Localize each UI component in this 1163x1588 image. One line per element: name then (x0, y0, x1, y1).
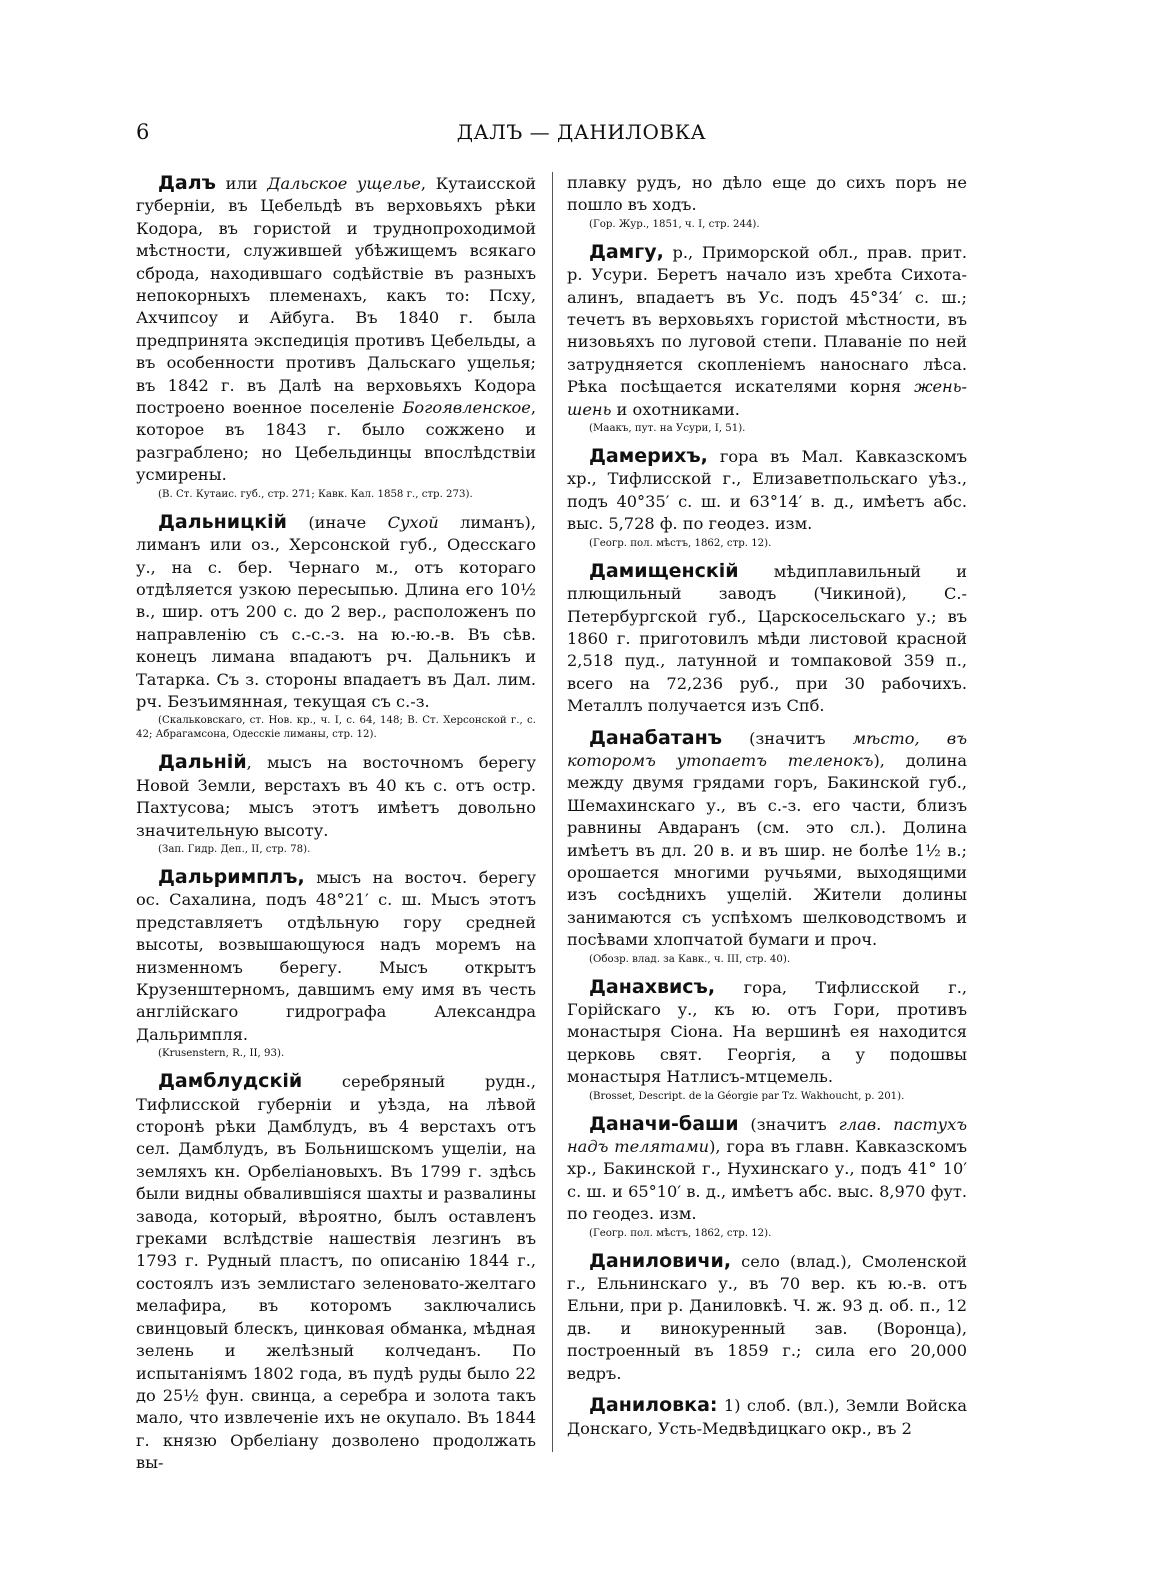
entry-body-text: мѣдиплавильный и плющильный заводъ (Чикиной), С.-Петербургской губ., Царскосельскаго у.; въ 1860 г. приготовилъ мѣди листовой красной 2,518 пуд., латунной и томпаковой 359 п., всего на 72,236 руб., при 30 рабочихъ. Металлъ получается изъ Спб. (567, 561, 967, 716)
entry-headword: Даниловичи, (589, 1249, 732, 1272)
entry-body-text: (иначе (286, 512, 388, 532)
entry-text (567, 241, 967, 421)
entry-body-text: серебряный рудн., Тифлисской губерніи и уѣзда, на лѣвой сторонѣ рѣки Дамблудъ, въ 4 верстахъ отъ сел. Дамблудъ, въ Больнишскомъ ущеліи, на земляхъ кн. Орбеліановыхъ. Въ 1799 г. здѣсь были видны обвалившіяся шахты и развалины завода, который, вѣроятно, былъ оставленъ греками вслѣдствіе нашествія лезгинъ въ 1793 г. Рудный пластъ, по описанію 1844 г., состоялъ изъ землистаго зеленовато-желтаго мелафира, въ которомъ заключались свинцовый блескъ, цинковая обманка, мѣдная зелень и желѣзный колчеданъ. По испытаніямъ 1802 года, въ пудѣ руды было 22 до 25½ фун. свинца, а серебра и золота такъ мало, что извлеченіе ихъ не окупало. Въ 1844 г. князю Орбеліану дозволено продолжать вы- (136, 1072, 536, 1473)
entry-body-text: гора въ Мал. Кавказскомъ хр., Тифлисской г., Елизаветпольскаго уѣз., подъ 40°35′ с. ш. и 63°14′ в. д., имѣетъ абс. выс. 5,728 ф. по геодез. изм. (567, 447, 967, 534)
entry-body-text: , мысъ на восточномъ берегу Новой Земли, верстахъ въ 40 къ с. отъ остр. Пахтусова; мысъ этотъ имѣетъ довольно значительную высоту. (136, 753, 536, 840)
column-divider (552, 172, 553, 1452)
dictionary-entry (567, 445, 967, 551)
left-column (136, 172, 536, 1484)
entry-italic-text: глав. пастухъ надъ телятами (567, 1114, 967, 1157)
entry-headword: Даниловка: (589, 1394, 718, 1417)
dictionary-entry (567, 727, 967, 967)
dictionary-entry (136, 172, 536, 502)
entry-body-text: ), гора въ главн. Кавказскомъ хр., Бакинской г., Нухинскаго у., подъ 41° 10′ с. ш. и 65°10′ в. д., имѣетъ абс. выс. 8,970 фут. по геодез. изм. (567, 1137, 967, 1224)
entry-headword: Дамгу, (589, 240, 664, 263)
entry-text (567, 445, 967, 536)
entry-body-text: село (влад.), Смоленской г., Ельнинскаго у., въ 70 вер. къ ю.-в. отъ Ельни, при р. Даниловкѣ. Ч. ж. 93 д. об. п., 12 дв. и винокуренный зав. (Воронца), построенный въ 1859 г.; сила его 20,000 ведръ. (567, 1251, 967, 1383)
entry-headword: Дамблудскій (158, 1070, 303, 1093)
entry-text (136, 172, 536, 487)
dictionary-entry (567, 241, 967, 436)
entry-body-text: 1) слоб. (вл.), Земли Войска Донскаго, Усть-Медвѣдицкаго окр., въ 2 (567, 1396, 967, 1438)
entry-source: (Krusenstern, R., II, 93). (158, 1048, 285, 1060)
entry-source: (Маакъ, пут. на Усури, I, 51). (589, 423, 746, 435)
entry-body-text: или (215, 174, 268, 193)
dictionary-entry (567, 1250, 967, 1385)
dictionary-entry (567, 976, 967, 1104)
dictionary-entry (136, 1070, 536, 1474)
entry-text (567, 560, 967, 718)
entry-body-text: (значитъ (722, 728, 853, 748)
dictionary-entry (567, 1113, 967, 1241)
entry-headword: Даначи-баши (589, 1112, 739, 1135)
entry-body-text: гора, Тифлисской г., Горійскаго у., къ ю. отъ Гори, противъ монастыря Сіона. На вершинѣ ея находится церковь свят. Георгія, а у подошвы монастыря Натлисъ-мтцемель. (567, 977, 967, 1087)
entry-source: (Скальковскаго, ст. Нов. кр., ч. I, с. 64, 148; В. Ст. Херсонской г., с. 42; Абрагамсона, Одесскіе лиманы, стр. 12). (136, 715, 536, 741)
entry-text (136, 866, 536, 1046)
entry-source: (Зап. Гидр. Деп., II, стр. 78). (158, 843, 311, 855)
entry-text (567, 1394, 967, 1440)
entry-headword: Дамищенскій (589, 559, 739, 582)
entry-headword: Далъ (158, 172, 216, 194)
entry-text (567, 727, 967, 952)
entry-body-text: и охотниками. (611, 399, 740, 419)
dictionary-entry (567, 560, 967, 718)
entry-text (567, 1113, 967, 1226)
entry-text (136, 511, 536, 714)
entry-headword: Дамерихъ, (589, 445, 708, 468)
running-head: ДАЛЪ — ДАНИЛОВКА (456, 120, 707, 144)
dictionary-entry (136, 751, 536, 857)
dictionary-entry (136, 866, 536, 1061)
entry-text (567, 1250, 967, 1385)
entry-source: (Геогр. пол. мѣстъ, 1862, стр. 12). (589, 537, 772, 549)
entry-text (567, 172, 967, 217)
entry-text (567, 976, 967, 1089)
entry-headword: Дальницкій (158, 510, 287, 533)
entry-source: (Гор. Жур., 1851, ч. I, стр. 244). (589, 218, 760, 230)
entry-body-text: лиманъ), лиманъ или оз., Херсонской губ., Одесскаго у., на с. бер. Чернаго м., отъ котораго отдѣляется узкою пересыпью. Длина его 10½ в., шир. отъ 200 с. до 2 вер., расположенъ по направленію съ с.-с.-з. на ю.-ю.-в. Въ сѣв. конецъ лимана впадаютъ рч. Дальникъ и Татарка. Съ з. стороны впадаетъ въ Дал. лим. рч. Безъимянная, текущая съ с.-з. (136, 512, 536, 711)
entry-headword: Дальримплъ, (158, 865, 305, 888)
entry-body-text: (значитъ (738, 1114, 839, 1134)
entry-italic-text: Богоявленское (402, 398, 531, 418)
entry-headword: Данахвисъ, (589, 975, 716, 998)
dictionary-entry (136, 511, 536, 743)
entry-text (136, 1070, 536, 1474)
entry-headword: Данабатанъ (589, 726, 723, 749)
right-column (567, 172, 967, 1449)
dictionary-entry (567, 172, 967, 232)
entry-body-text: мысъ на восточ. берегу ос. Сахалина, подъ 48°21′ с. ш. Мысъ этотъ представляетъ отдѣльную гору средней высоты, возвышающуюся надъ моремъ на низменномъ берегу. Мысъ открытъ Крузенштерномъ, давшимъ ему имя въ честь англійскаго гидрографа Александра Дальримпля. (136, 867, 536, 1044)
entry-italic-text: Сухой (387, 512, 439, 532)
entry-italic-text: мѣсто, въ которомъ утопаетъ теленокъ (567, 728, 967, 770)
entry-italic-text: жень-шень (567, 377, 967, 419)
entry-source: (Brosset, Descript. de la Géorgie par Tz. Wakhoucht, p. 201). (589, 1090, 905, 1102)
entry-italic-text: Дальское ущелье (267, 174, 421, 193)
entry-text (136, 751, 536, 842)
entry-body-text: плавку рудъ, но дѣло еще до сихъ поръ не пошло въ ходъ. (567, 173, 967, 215)
entry-body-text: , Кутаисской губерніи, въ Цебельдѣ въ верховьяхъ рѣки Кодора, въ гористой и труднопроходимой мѣстности, служившей убѣжищемъ всякаго сброда, находившаго содѣйствіе въ разныхъ непокорныхъ племенахъ, какъ то: Псху, Ахчипсоу и Айбуга. Въ 1840 г. была предпринята экспедиція противъ Цебельды, а въ особенности противъ Дальскаго ущелья; въ 1842 г. въ Далѣ на верховьяхъ Кодора построено военное поселеніе (136, 174, 537, 418)
entry-body-text: , которое въ 1843 г. было сожжено и разграблено; но Цебельдинцы впослѣдствіи усмирены. (136, 398, 536, 485)
entry-body-text: ), долина между двумя грядами горъ, Бакинской губ., Шемахинскаго у., въ с.-з. его части, близъ равнины Авдаранъ (см. это сл.). Долина имѣетъ въ дл. 20 в. и въ шир. не болѣе 1½ в.; орошается многими ручьями, выходящими изъ сосѣднихъ ущелій. Жители долины занимаются съ успѣхомъ шелководствомъ и посѣвами хлопчатой бумаги и проч. (567, 750, 967, 950)
entry-headword: Дальній (158, 751, 247, 774)
entry-body-text: р., Приморской обл., прав. прит. р. Усури. Беретъ начало изъ хребта Сихота-алинъ, впадаетъ въ Ус. подъ 45°34′ с. ш.; течетъ въ верховьяхъ гористой мѣстности, въ низовьяхъ по луговой степи. Плаваніе по ней затрудняется скопленіемъ наноснаго лѣса. Рѣка посѣщается искателями корня (567, 242, 967, 397)
entry-source: (В. Ст. Кутаис. губ., стр. 271; Кавк. Кал. 1858 г., стр. 273). (158, 488, 473, 500)
entry-source: (Геогр. пол. мѣстъ, 1862, стр. 12). (589, 1227, 772, 1239)
page-number: 6 (136, 120, 150, 144)
dictionary-entry (567, 1394, 967, 1440)
entry-source: (Обозр. влад. за Кавк., ч. III, стр. 40). (589, 953, 791, 965)
